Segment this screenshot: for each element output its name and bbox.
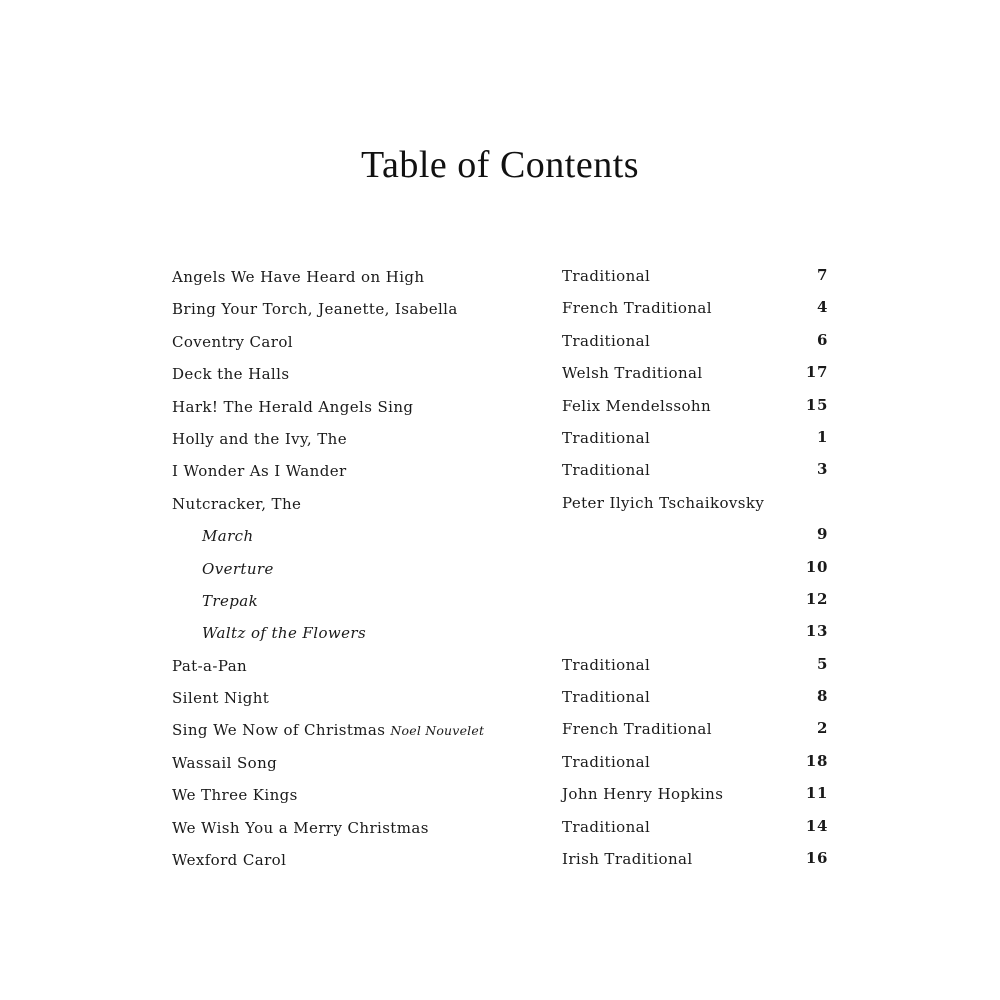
- toc-subentry: [0, 590, 1000, 622]
- entry-composer: John Henry Hopkins: [562, 785, 724, 804]
- entry-title-text: I Wonder As I Wander: [172, 462, 347, 481]
- toc-entry: [0, 655, 1000, 687]
- toc-entry: [0, 752, 1000, 784]
- toc-list: [0, 266, 1000, 881]
- entry-title: [202, 622, 366, 644]
- toc-entry: [0, 817, 1000, 849]
- entry-page-number: 10: [805, 557, 828, 576]
- entry-page-number: 16: [805, 849, 828, 868]
- entry-page-number: 2: [816, 719, 828, 738]
- toc-entry: [0, 784, 1000, 816]
- toc-subentry: [0, 525, 1000, 557]
- entry-composer: Peter Ilyich Tschaikovsky: [562, 493, 765, 512]
- entry-title: [172, 396, 413, 418]
- entry-composer: Traditional: [562, 331, 651, 350]
- entry-page-number: 11: [805, 784, 828, 803]
- entry-page-number: 1: [816, 427, 828, 446]
- entry-title: [172, 331, 293, 353]
- entry-title-text: We Three Kings: [172, 786, 298, 805]
- toc-entry: [0, 493, 1000, 525]
- entry-title: [202, 525, 254, 547]
- entry-composer: Traditional: [562, 267, 651, 285]
- entry-title: [202, 590, 258, 612]
- entry-page-number: 5: [816, 654, 828, 673]
- entry-page-number: 14: [805, 816, 828, 835]
- entry-title-text: Pat-a-Pan: [172, 656, 248, 675]
- entry-title-text: Wexford Carol: [172, 851, 287, 870]
- entry-page-number: 13: [805, 622, 828, 641]
- entry-page-number: 7: [816, 266, 828, 284]
- entry-title-text: Hark! The Herald Angels Sing: [172, 397, 414, 416]
- entry-title-text: Nutcracker, The: [172, 494, 302, 513]
- entry-title-text: Angels We Have Heard on High: [172, 268, 425, 286]
- entry-page-number: 3: [816, 460, 828, 479]
- entry-title-text: Waltz of the Flowers: [202, 624, 367, 643]
- toc-entry: [0, 298, 1000, 330]
- entry-title: [202, 558, 274, 580]
- toc-entry: [0, 363, 1000, 395]
- toc-entry: [0, 396, 1000, 428]
- entry-title-text: March: [202, 527, 254, 546]
- entry-title-text: Wassail Song: [172, 753, 278, 772]
- entry-composer: Traditional: [562, 817, 651, 836]
- entry-title-text: We Wish You a Merry Christmas: [172, 818, 429, 837]
- entry-page-number: 8: [816, 687, 828, 706]
- toc-entry: [0, 460, 1000, 492]
- entry-title-text: Deck the Halls: [172, 365, 290, 384]
- entry-page-number: 18: [805, 751, 828, 770]
- entry-page-number: 12: [805, 589, 828, 608]
- entry-title: [172, 428, 347, 450]
- page-title: Table of Contents: [360, 144, 640, 186]
- entry-page-number: 15: [805, 395, 828, 414]
- entry-title: [172, 298, 458, 320]
- entry-composer: Felix Mendelssohn: [562, 396, 712, 415]
- entry-composer: Traditional: [562, 428, 651, 447]
- entry-title-text: Holly and the Ivy, The: [172, 429, 348, 448]
- entry-composer: Welsh Traditional: [562, 364, 703, 383]
- entry-title: [172, 687, 269, 709]
- entry-title: [172, 266, 424, 288]
- entry-composer: Irish Traditional: [562, 850, 693, 869]
- entry-title-text: Silent Night: [172, 689, 270, 708]
- entry-title-text: Bring Your Torch, Jeanette, Isabella: [172, 300, 458, 319]
- toc-entry: [0, 331, 1000, 363]
- entry-title: [172, 719, 484, 742]
- entry-title-text: Overture: [202, 559, 274, 578]
- toc-entry: [0, 849, 1000, 881]
- entry-title: [172, 493, 301, 515]
- toc-entry: [0, 687, 1000, 719]
- entry-composer: Traditional: [562, 461, 651, 480]
- entry-composer: Traditional: [562, 688, 651, 707]
- entry-composer: French Traditional: [562, 720, 712, 739]
- entry-title: [172, 849, 286, 871]
- toc-entry: [0, 266, 1000, 298]
- entry-title: [172, 460, 347, 482]
- entry-alt-title: Noel Nouvelet: [390, 723, 485, 739]
- entry-title-text: Sing We Now of Christmas: [172, 721, 386, 740]
- entry-page-number: 17: [805, 363, 828, 382]
- entry-page-number: 9: [816, 525, 828, 544]
- toc-subentry: [0, 622, 1000, 654]
- entry-page-number: 6: [816, 330, 828, 349]
- entry-page-number: 4: [816, 298, 828, 317]
- entry-composer: French Traditional: [562, 299, 712, 318]
- entry-title: [172, 363, 289, 385]
- toc-subentry: [0, 558, 1000, 590]
- entry-title-text: Coventry Carol: [172, 332, 293, 351]
- entry-composer: Traditional: [562, 752, 651, 771]
- toc-entry: [0, 428, 1000, 460]
- entry-title: [172, 817, 429, 839]
- entry-title: [172, 752, 277, 774]
- entry-composer: Traditional: [562, 655, 651, 674]
- entry-title-text: Trepak: [202, 591, 259, 610]
- toc-entry: [0, 719, 1000, 751]
- entry-title: [172, 655, 247, 677]
- entry-title: [172, 784, 298, 806]
